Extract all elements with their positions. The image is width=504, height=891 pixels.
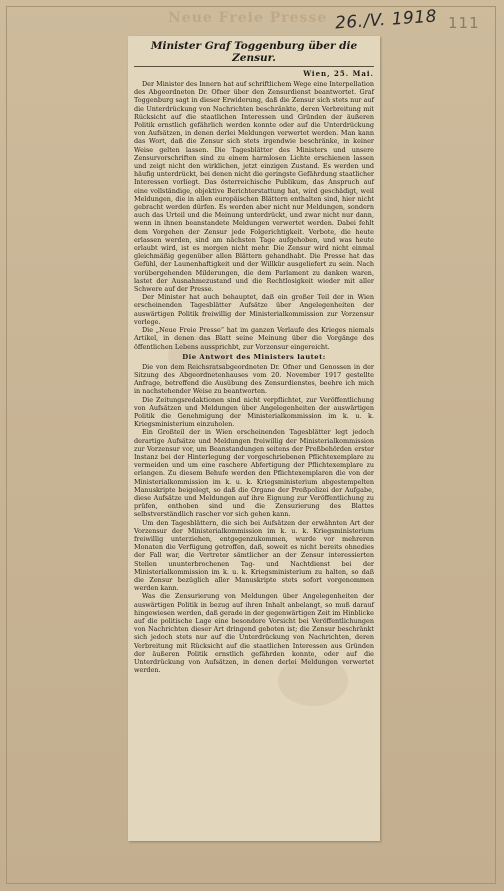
reply-title: Die Antwort des Ministers lautet:	[182, 352, 326, 361]
handwritten-date: 26./V. 1918	[334, 6, 438, 34]
newspaper-clipping	[128, 36, 380, 841]
paper-stain	[168, 336, 228, 376]
faded-masthead: Neue Freie Presse	[168, 10, 328, 26]
reply-paragraph: Die Zeitungsredaktionen sind nicht verpflichtet, zur Veröffentlichung von Aufsätzen und Meldungen über Angelegenheiten der auswärtigen Politik die Genehmigung der Ministerialkommission im k. u. k. Kriegsministerium einzuholen.	[134, 395, 374, 429]
catalog-number: 111	[448, 14, 480, 32]
reply-paragraph: Um den Tagesblättern, die sich bei Aufsätzen der erwähnten Art der Vorzensur der Ministerialkommission im k. u. k. Kriegsministerium freiwillig unterziehen, entgegenzukommen, wurde vor mehreren Monaten die Verfügung getroffen, daß, soweit es nicht bereits ohnedies der Fall war, die Vertreter sämtlicher an der Zensur interessierten Stellen ununterbrochenen Tag- und Nachtdienst bei der Ministerialkommission im k. u. k. Kriegsministerium zu halten, so daß die Zensur bezüglich aller Manuskripte stets sofort vorgenommen werden kann.	[134, 518, 374, 593]
article-paragraph: Die „Neue Freie Presse“ hat im ganzen Verlaufe des Krieges niemals Artikel, in denen das Blatt seine Meinung über die Vorgänge des öffentlichen Lebens aussprichbt, zur Vorzensur eingereicht.	[134, 326, 374, 351]
article-headline: Minister Graf Toggenburg über die Zensur.	[134, 40, 374, 67]
reply-paragraph: Was die Zensurierung von Meldungen über Angelegenheiten der auswärtigen Politik in bezug auf ihren Inhalt anbelangt, so muß darauf hingewiesen werden, daß gerade in der gegenwärtigen Zeit im Hinblicke auf die politische Lage eine besondere Vorsicht bei Veröffentlichungen von Nachrichten dieser Art dringend geboten ist; die Zensur beschränkt sich jedoch stets nur auf die Unterdrückung von Nachrichten, deren Verbreitung mit Rücksicht auf die staatlichen Interessen aus Gründen der äußeren Politik ernstlich gefährden konnte, oder auf die Unterdrückung von Aufsätzen, in denen derlei Meldungen verwertet werden.	[134, 592, 374, 675]
reply-paragraph: Ein Großteil der in Wien erscheinenden Tagesblätter legt jedoch derartige Aufsätze und Meldungen freiwillig der Ministerialkommission zur Vorzensur vor, um Beanstandungen seitens der Preßbehörden erster Instanz bei der Hinterlegung der vorgeschriebenen Pflichtexemplare zu vermeiden und um eine raschere Abfertigung der Pflichtexemplare zu erlangen. Zu diesem Behufe werden den Pflichtexemplaren die von der Ministerialkommission im k. u. k. Kriegsministerium abgestempelten Manuskripte beigelegt, so daß die Organe der Preßpolizei der Aufgabe, diese Aufsätze und Meldungen auf ihre Eignung zur Veröffentlichung zu prüfen, enthoben sind und die Zensurierung des Blattes selbstverständlich rascher vor sich gehen kann.	[134, 428, 374, 519]
paper-stain	[278, 656, 348, 706]
reply-paragraph: Die von dem Reichsratsabgeordneten Dr. Ofner und Genossen in der Sitzung des Abgeordnetenhauses vom 20. November 1917 gestellte Anfrage, betreffend die Ausübung des Zensurdienstes, beehre ich mich in nachstehender Weise zu beantworten.	[134, 362, 374, 396]
article-paragraph: Der Minister des Innern hat auf schriftlichem Wege eine Interpellation des Abgeordneten Dr. Ofner über den Zensurdienst beantwortet. Graf Toggenburg sagt in dieser Erwiderung, daß die Zensur sich stets nur auf die Unterdrückung von Nachrichten beschränkte, deren Verbreitung mit Rücksicht auf die staatlichen Interessen und Gründen der äußeren Politik ernstlich gefährlich werden konnte oder auf die Unterdrückung von Aufsätzen, in denen derlei Meldungen verwertet werden. Man kann das Wort, daß die Zensur sich stets irgendwie beschränke, in keiner Weise gelten lassen. Die Tagesblätter des Ministers und unsere Zensurvorschriften sind zu einem harmlosen Lichte erschienen lassen und zeigt nicht den wirklichen, jetzt einzigen Zustand. Es werden und häufig unterdrückt, bei denen nicht die geringste Gefährdung staatlicher Interessen vorliegt. Das österreichische Publikum, das Anspruch auf eine vollständige, objektive Berichterstattung hat, wird geschädigt, weil Meldungen, die in allen europäischen Blättern enthalten sind, hier nicht gebracht werden dürfen. Es werden aber nicht nur Meldungen, sondern auch das Urteil und die Meinung unterdrückt, und zwar nicht nur dann, wenn in ihnen beanstandete Meldungen verwertet werden. Dabei fehlt dem Vorgehen der Zensur jede Folgerichtigkeit. Verbote, die heute erlassen werden, sind am nächsten Tage aufgehoben, und was heute erlaubt wird, ist es morgen nicht mehr. Die Zensur wird nicht einmal gleichmäßig gegenüber allen Blättern gehandhabt. Die Presse hat das Gefühl, der Launenhaftigkeit und der Willkür ausgeliefert zu sein. Nach vorübergehenden Milderungen, die dem Parlament zu danken waren, lastet der Ausnahmezustand und die Rechtlosigkeit wieder mit aller Schwere auf der Presse.	[134, 80, 374, 294]
article-paragraph: Der Minister hat auch behauptet, daß ein großer Teil der in Wien erscheinenden Tagesblätter Aufsätze über Angelegenheiten der auswärtigen Politik freiwillig der Ministerialkommission zur Vorzensur vorlege.	[134, 293, 374, 326]
article-dateline: Wien, 25. Mai.	[303, 69, 374, 78]
